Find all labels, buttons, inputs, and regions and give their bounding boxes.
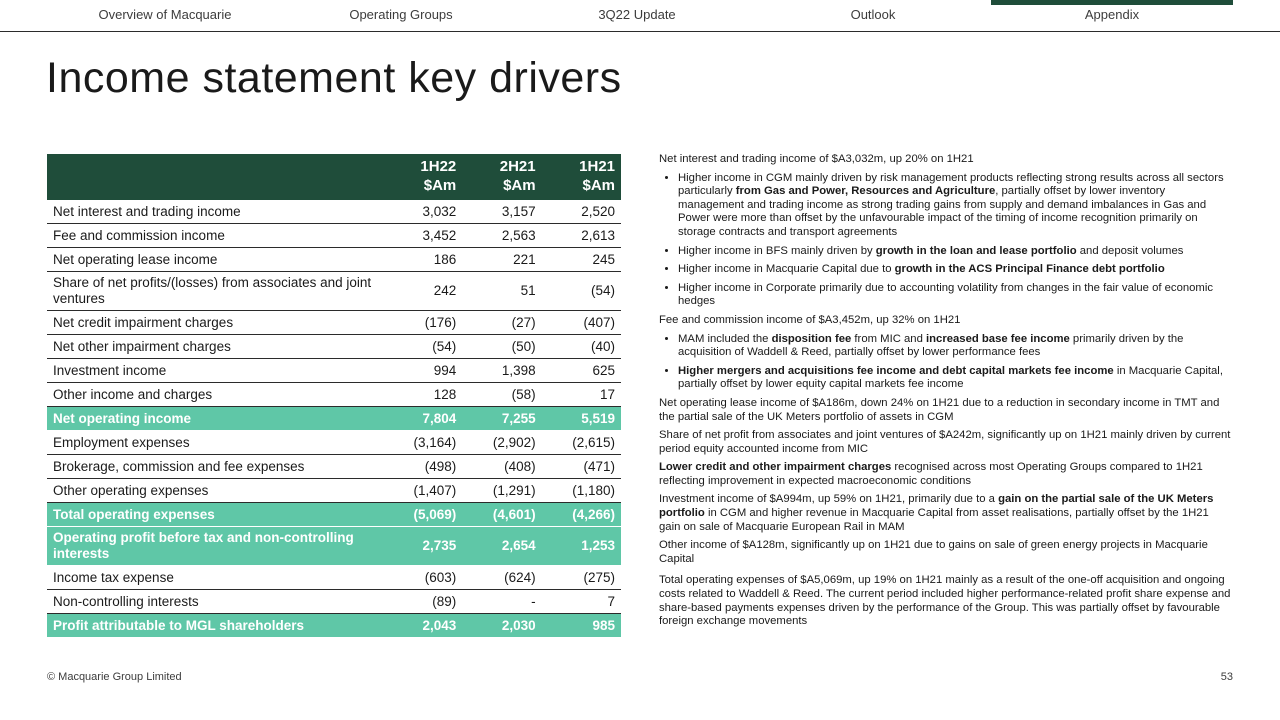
table-row-subtotal <box>47 407 621 431</box>
row-value: 242 <box>383 272 462 311</box>
column-header-2h21 <box>462 154 541 200</box>
row-value: 2,613 <box>542 224 621 248</box>
bullet-item <box>678 245 1231 259</box>
commentary-panel <box>659 153 1231 634</box>
bullet-emphasis: disposition fee <box>771 332 852 345</box>
row-label: Net credit impairment charges <box>47 311 383 335</box>
bullet-text: Higher income in BFS mainly driven by <box>678 244 876 257</box>
table-row <box>47 272 621 311</box>
bullet-item <box>678 333 1231 360</box>
row-value: 985 <box>542 614 621 638</box>
bullet-text: in Macquarie Capital, partially offset by lower equity capital markets fee income <box>678 364 1223 391</box>
column-header-unit: $Am <box>423 177 457 194</box>
commentary-paragraph: Net operating lease income of $A186m, down 24% on 1H21 due to a reduction in secondary income in TMT and the partial sale of the UK Meters portfolio of assets in CGM <box>659 396 1220 423</box>
row-value: (4,601) <box>462 503 541 527</box>
commentary-paragraph <box>659 493 1231 534</box>
row-value: 2,520 <box>542 200 621 224</box>
row-value: (3,164) <box>383 431 462 455</box>
row-value: 2,735 <box>383 527 462 566</box>
row-label: Non-controlling interests <box>47 590 383 614</box>
bullet-list <box>659 333 1231 392</box>
column-header-unit: $Am <box>503 177 536 194</box>
table-row <box>47 311 621 335</box>
row-value: (471) <box>542 455 621 479</box>
row-value: (498) <box>383 455 462 479</box>
row-value: 5,519 <box>542 407 621 431</box>
table-body <box>47 200 621 637</box>
paragraph-emphasis: Lower credit and other impairment charges <box>659 461 892 474</box>
table-row <box>47 566 621 590</box>
row-label: Brokerage, commission and fee expenses <box>47 455 383 479</box>
table-row <box>47 359 621 383</box>
table-row-subtotal <box>47 614 621 638</box>
row-value: (54) <box>383 335 462 359</box>
row-value: 17 <box>542 383 621 407</box>
row-value: 3,032 <box>383 200 462 224</box>
row-value: (1,407) <box>383 479 462 503</box>
row-value: (89) <box>383 590 462 614</box>
row-value: (407) <box>542 311 621 335</box>
bullet-emphasis: increased base fee income <box>926 332 1070 345</box>
bullet-item <box>678 172 1231 240</box>
row-value: (1,180) <box>542 479 621 503</box>
commentary-paragraph: Share of net profit from associates and joint ventures of $A242m, significantly up on 1H21 mainly driven by current period equity accounted income from MIC <box>659 429 1231 455</box>
row-value: 2,563 <box>462 224 541 248</box>
commentary-paragraph: Total operating expenses of $A5,069m, up 19% on 1H21 mainly as a result of the one-off acquisition and ongoing costs related to Waddell & Reed. The current period included higher performance-related profit share expense and share-based payments expenses driven by the performance of the Group. This was partially offset by favourable foreign exchange movements <box>659 574 1231 628</box>
table-row <box>47 383 621 407</box>
row-value: 186 <box>383 248 462 272</box>
row-label: Profit attributable to MGL shareholders <box>47 614 383 638</box>
row-value: 994 <box>383 359 462 383</box>
row-value: 7 <box>542 590 621 614</box>
row-label: Net other impairment charges <box>47 335 383 359</box>
row-label: Total operating expenses <box>47 503 383 527</box>
row-value: (624) <box>462 566 541 590</box>
footer-copyright: © Macquarie Group Limited <box>47 671 182 683</box>
bullet-text: and deposit volumes <box>1076 244 1184 257</box>
table-row <box>47 479 621 503</box>
commentary-paragraph: Other income of $A128m, significantly up on 1H21 due to gains on sale of green energy projects in Macquarie Capital <box>659 539 1208 565</box>
row-value: 2,030 <box>462 614 541 638</box>
paragraph-text: recognised across most Operating Groups compared to 1H21 reflecting improvement in expected macroeconomic conditions <box>659 461 1203 487</box>
table-row <box>47 590 621 614</box>
income-statement-table <box>47 154 621 637</box>
table-row <box>47 248 621 272</box>
bullet-text: from MIC and <box>851 332 926 345</box>
row-value: (603) <box>383 566 462 590</box>
row-label: Share of net profits/(losses) from associates and joint ventures <box>47 272 383 311</box>
table-row <box>47 455 621 479</box>
row-value: (2,615) <box>542 431 621 455</box>
bullet-text: Higher income in CGM mainly driven by risk management products reflecting strong results across all sectors particularly <box>678 171 1224 198</box>
paragraph-text: Investment income of $A994m, up 59% on 1H21, primarily due to a <box>659 493 999 506</box>
column-header-period: 1H21 <box>579 158 615 175</box>
column-header-unit: $Am <box>582 177 615 194</box>
column-header-1h22 <box>383 154 462 200</box>
tab-appendix[interactable]: Appendix <box>991 0 1233 31</box>
row-value: (50) <box>462 335 541 359</box>
row-label: Employment expenses <box>47 431 383 455</box>
tab-operating-groups[interactable]: Operating Groups <box>349 7 453 22</box>
page-number: 53 <box>1220 671 1233 683</box>
table-row <box>47 200 621 224</box>
table-row-subtotal <box>47 527 621 566</box>
row-value: (1,291) <box>462 479 541 503</box>
row-label: Operating profit before tax and non-controlling interests <box>47 527 383 566</box>
commentary-heading: Fee and commission income of $A3,452m, up 32% on 1H21 <box>659 313 961 326</box>
row-value: (54) <box>542 272 621 311</box>
page-title: Income statement key drivers <box>46 54 622 102</box>
row-label: Net operating lease income <box>47 248 383 272</box>
row-value: (40) <box>542 335 621 359</box>
row-value: 1,253 <box>542 527 621 566</box>
commentary-paragraph <box>659 461 1231 488</box>
bullet-text: Higher income in Macquarie Capital due to <box>678 263 895 276</box>
row-value: (58) <box>462 383 541 407</box>
bullet-text: MAM included the <box>678 332 772 345</box>
row-value: 1,398 <box>462 359 541 383</box>
bullet-item <box>678 365 1231 392</box>
row-value: 3,157 <box>462 200 541 224</box>
row-value: (5,069) <box>383 503 462 527</box>
row-label: Income tax expense <box>47 566 383 590</box>
row-label: Net interest and trading income <box>47 200 383 224</box>
table-row <box>47 431 621 455</box>
row-value: (275) <box>542 566 621 590</box>
column-header-1h21 <box>542 154 621 200</box>
row-label: Fee and commission income <box>47 224 383 248</box>
tab-3q22-update[interactable]: 3Q22 Update <box>598 7 676 22</box>
bullet-text: primarily driven by the acquisition of Waddell & Reed, partially offset by lower performance fees <box>678 332 1184 359</box>
row-value: (27) <box>462 311 541 335</box>
table-row <box>47 224 621 248</box>
row-value: 2,654 <box>462 527 541 566</box>
bullet-text: , partially offset by lower inventory management and trading income as strong trading gains from supply and demand imbalances in Gas and Power were more than offset by the unfavourable impact of the timing of income recognition primarily on storage contracts and transport agreements <box>678 185 1207 238</box>
table-header-row <box>47 154 621 200</box>
row-label: Other operating expenses <box>47 479 383 503</box>
table-header-blank <box>47 154 383 200</box>
tab-outlook[interactable]: Outlook <box>850 7 896 22</box>
paragraph-emphasis: gain on the partial sale of the UK Meters portfolio <box>659 493 1214 520</box>
row-value: 2,043 <box>383 614 462 638</box>
bullet-list <box>659 172 1231 309</box>
row-label: Investment income <box>47 359 383 383</box>
row-label: Other income and charges <box>47 383 383 407</box>
bullet-item: • Higher income in Corporate primarily due to accounting volatility from changes in the fair value of economic hedges <box>678 282 1231 309</box>
column-header-period: 1H22 <box>420 158 457 175</box>
bullet-emphasis: from Gas and Power, Resources and Agriculture <box>735 185 996 198</box>
paragraph-text: in CGM and higher revenue in Macquarie Capital from asset realisations, partially offset by the 1H21 gain on sale of Macquarie European Rail in MAM <box>659 507 1209 533</box>
row-value: 7,255 <box>462 407 541 431</box>
row-value: (2,902) <box>462 431 541 455</box>
row-value: 7,804 <box>383 407 462 431</box>
bullet-emphasis: growth in the loan and lease portfolio <box>875 244 1077 257</box>
row-value: (408) <box>462 455 541 479</box>
table-row-subtotal <box>47 503 621 527</box>
row-value: 245 <box>542 248 621 272</box>
row-value: 221 <box>462 248 541 272</box>
row-value: - <box>462 590 541 614</box>
bullet-item <box>678 263 1231 277</box>
commentary-heading: Net interest and trading income of $A3,032m, up 20% on 1H21 <box>659 153 974 165</box>
row-value: (4,266) <box>542 503 621 527</box>
row-value: (176) <box>383 311 462 335</box>
row-value: 3,452 <box>383 224 462 248</box>
row-value: 625 <box>542 359 621 383</box>
top-navigation <box>0 0 1280 32</box>
column-header-period: 2H21 <box>499 158 536 175</box>
row-value: 51 <box>462 272 541 311</box>
bullet-emphasis: Higher mergers and acquisitions fee income and debt capital markets fee income <box>678 364 1114 377</box>
row-value: 128 <box>383 383 462 407</box>
row-label: Net operating income <box>47 407 383 431</box>
tab-overview[interactable]: Overview of Macquarie <box>98 7 232 22</box>
bullet-emphasis: growth in the ACS Principal Finance debt portfolio <box>894 263 1165 276</box>
table-row <box>47 335 621 359</box>
